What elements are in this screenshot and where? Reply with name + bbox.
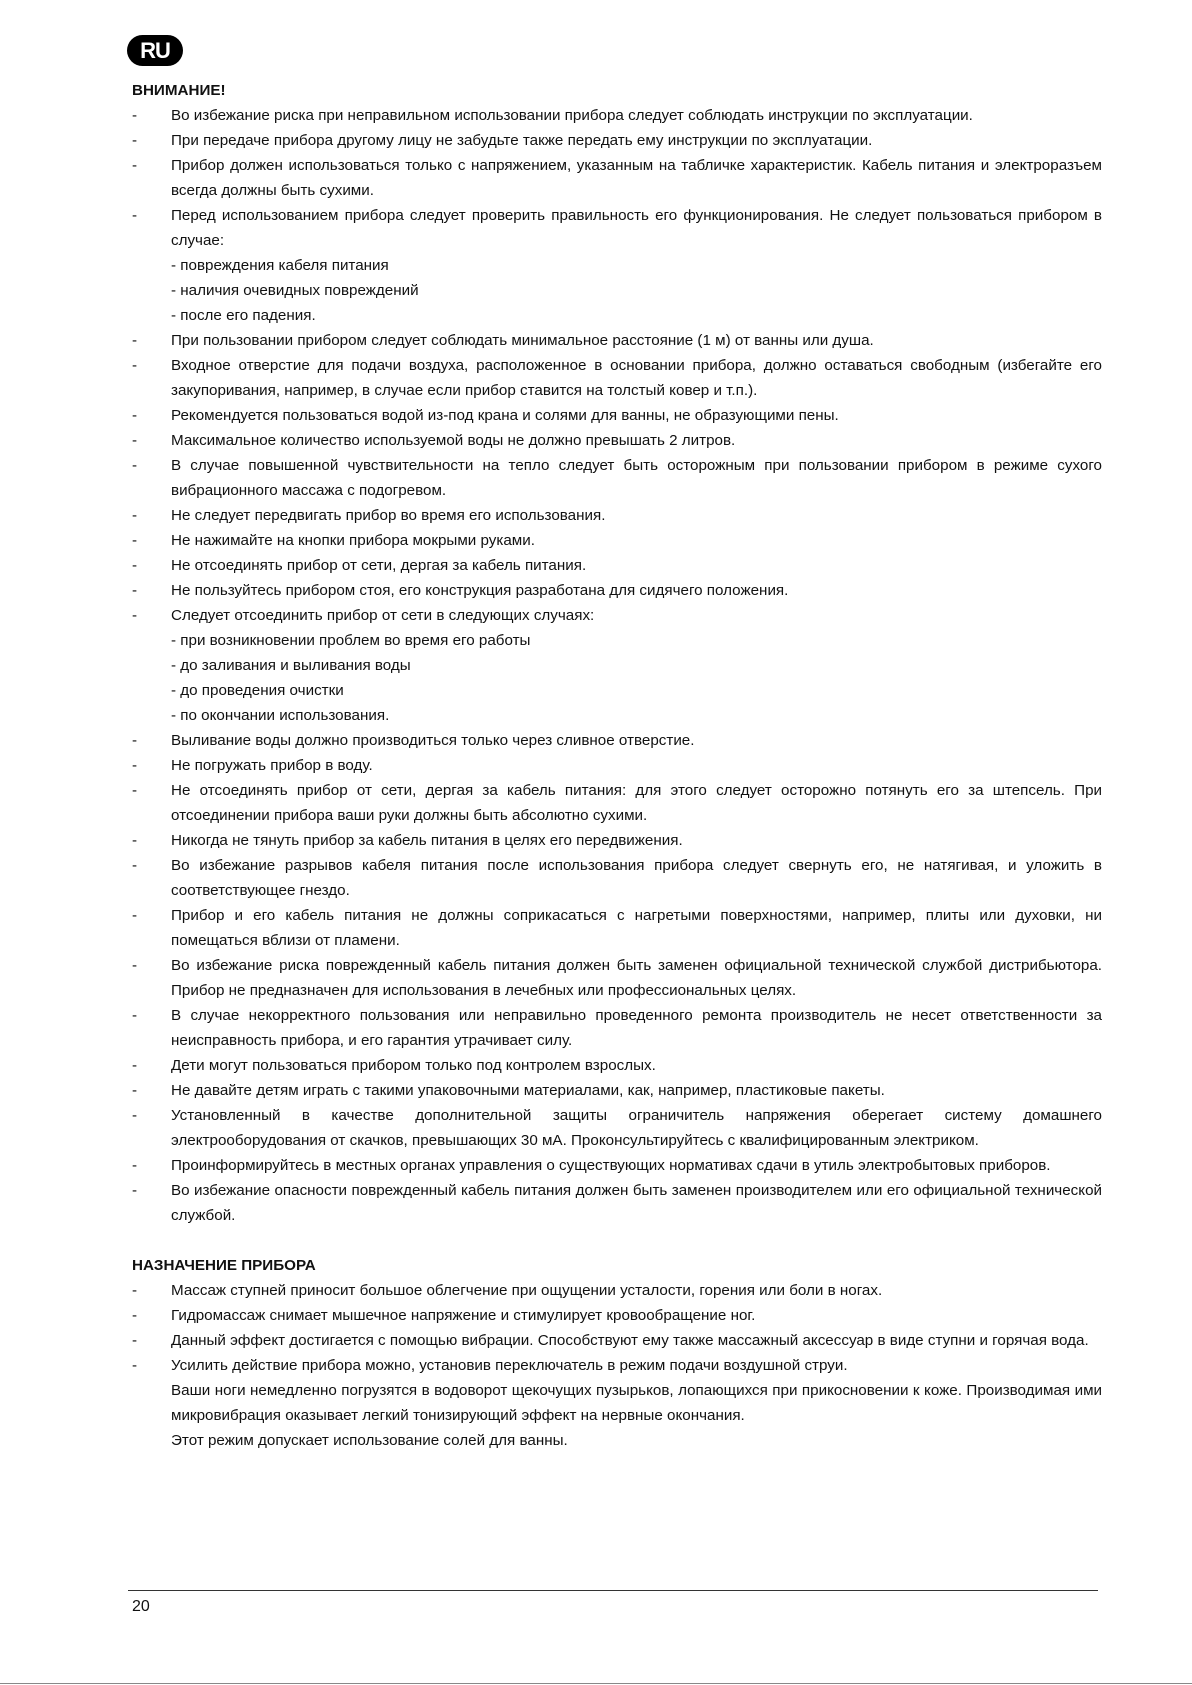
list-item: - Прибор и его кабель питания не должны соприкасаться с нагретыми поверхностями, например, плиты или духовки, ни помещаться вблизи от пламени.: [132, 903, 1102, 953]
list-item: - Выливание воды должно производиться только через сливное отверстие.: [132, 728, 1102, 753]
list-item: - Не нажимайте на кнопки прибора мокрыми руками.: [132, 528, 1102, 553]
list-item: - Рекомендуется пользоваться водой из-под крана и солями для ванны, не образующими пены.: [132, 403, 1102, 428]
list-item-continuation: - после его падения.: [171, 307, 316, 324]
list-item: - Установленный в качестве дополнительной защиты ограничитель напряжения оберегает систему домашнего электрооборудования от скачков, превышающих 30 мА. Проконсультируйтесь с квалифицированным электриком.: [132, 1103, 1102, 1153]
list-item-continuation: Ваши ноги немедленно погрузятся в водоворот щекочущих пузырьков, лопающихся при прикосновении к коже. Производимая ими микровибрация оказывает легкий тонизирующий эффект на нервные окончания.: [171, 1382, 1102, 1424]
list-item-continuation: - повреждения кабеля питания: [171, 257, 389, 274]
warnings-list: [132, 103, 1102, 1228]
list-item: - Перед использованием прибора следует проверить правильность его функционирования. Не следует пользоваться прибором в случае:: [132, 203, 1102, 253]
list-item: - Данный эффект достигается с помощью вибрации. Способствуют ему также массажный аксессуар в виде ступни и горячая вода.: [132, 1328, 1102, 1353]
list-item: - Не отсоединять прибор от сети, дергая за кабель питания.: [132, 553, 1102, 578]
warnings-heading: ВНИМАНИЕ!: [132, 82, 226, 99]
list-item: - Гидромассаж снимает мышечное напряжение и стимулирует кровообращение ног.: [132, 1303, 1102, 1328]
list-item: - Входное отверстие для подачи воздуха, расположенное в основании прибора, должно оставаться свободным (избегайте его закупоривания, например, в случае если прибор ставится на толстый ковер и т.п.).: [132, 353, 1102, 403]
list-item: - Не погружать прибор в воду.: [132, 753, 1102, 778]
list-item: - Во избежание риска поврежденный кабель питания должен быть заменен официальной технической службой дистрибьютора. Прибор не предназначен для использования в лечебных или профессиональных целях.: [132, 953, 1102, 1003]
list-item-continuation: - наличия очевидных повреждений: [171, 282, 419, 299]
list-item: - Во избежание разрывов кабеля питания после использования прибора следует свернуть его, не натягивая, и уложить в соответствующее гнездо.: [132, 853, 1102, 903]
list-item-continuation: - по окончании использования.: [171, 707, 390, 724]
list-item-continuation: Этот режим допускает использование солей для ванны.: [171, 1432, 568, 1449]
list-item: - Не следует передвигать прибор во время его использования.: [132, 503, 1102, 528]
list-item: - При пользовании прибором следует соблюдать минимальное расстояние (1 м) от ванны или душа.: [132, 328, 1102, 353]
list-item-continuation: - до заливания и выливания воды: [171, 657, 411, 674]
list-item: - Прибор должен использоваться только с напряжением, указанным на табличке характеристик. Кабель питания и электроразъем всегда должны быть сухими.: [132, 153, 1102, 203]
list-item: - В случае повышенной чувствительности на тепло следует быть осторожным при пользовании прибором в режиме сухого вибрационного массажа с подогревом.: [132, 453, 1102, 503]
page-number: 20: [132, 1598, 150, 1615]
list-item-continuation: - при возникновении проблем во время его работы: [171, 632, 531, 649]
list-item: - Во избежание риска при неправильном использовании прибора следует соблюдать инструкции по эксплуатации.: [132, 103, 1102, 128]
footer-divider: [128, 1590, 1098, 1591]
list-item: - Во избежание опасности поврежденный кабель питания должен быть заменен производителем или его официальной технической службой.: [132, 1178, 1102, 1228]
list-item: - Следует отсоединить прибор от сети в следующих случаях:: [132, 603, 1102, 628]
list-item: - Максимальное количество используемой воды не должно превышать 2 литров.: [132, 428, 1102, 453]
purpose-section: [132, 1253, 1102, 1453]
list-item: - Массаж ступней приносит большое облегчение при ощущении усталости, горения или боли в ногах.: [132, 1278, 1102, 1303]
page-edge-line: [0, 1683, 1192, 1684]
list-item: - Дети могут пользоваться прибором только под контролем взрослых.: [132, 1053, 1102, 1078]
list-item: - Не давайте детям играть с такими упаковочными материалами, как, например, пластиковые пакеты.: [132, 1078, 1102, 1103]
list-item: - Не пользуйтесь прибором стоя, его конструкция разработана для сидячего положения.: [132, 578, 1102, 603]
list-item: - Не отсоединять прибор от сети, дергая за кабель питания: для этого следует осторожно потянуть его за штепсель. При отсоединении прибора ваши руки должны быть абсолютно сухими.: [132, 778, 1102, 828]
language-badge: RU: [127, 35, 183, 66]
list-item: - Проинформируйтесь в местных органах управления о существующих нормативах сдачи в утиль электробытовых приборов.: [132, 1153, 1102, 1178]
purpose-list: [132, 1278, 1102, 1453]
warnings-section: [132, 78, 1102, 1228]
list-item: - При передаче прибора другому лицу не забудьте также передать ему инструкции по эксплуатации.: [132, 128, 1102, 153]
document-body: [132, 78, 1102, 1453]
list-item: - Никогда не тянуть прибор за кабель питания в целях его передвижения.: [132, 828, 1102, 853]
purpose-heading: НАЗНАЧЕНИЕ ПРИБОРА: [132, 1257, 316, 1274]
list-item: - В случае некорректного пользования или неправильно проведенного ремонта производитель не несет ответственности за неисправность прибора, и его гарантия утрачивает силу.: [132, 1003, 1102, 1053]
list-item-continuation: - до проведения очистки: [171, 682, 344, 699]
list-item: - Усилить действие прибора можно, установив переключатель в режим подачи воздушной струи.: [132, 1353, 1102, 1378]
